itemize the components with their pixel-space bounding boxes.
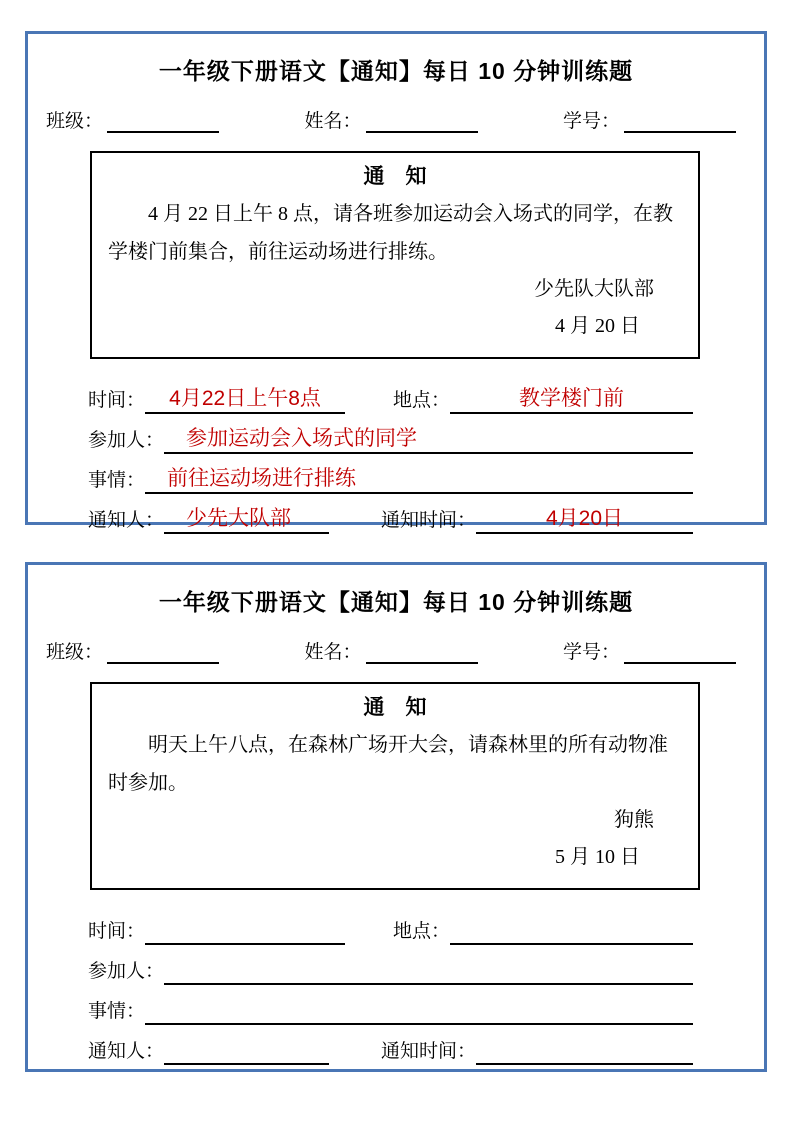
participants-label: 参加人： bbox=[88, 961, 165, 982]
worksheet-card-2 bbox=[25, 562, 767, 1072]
notice-box bbox=[90, 151, 700, 359]
notice-signer: 少先队大队部 bbox=[534, 278, 654, 300]
worksheet-title: 一年级下册语文【通知】每日 10 分钟训练题 bbox=[158, 58, 634, 84]
name-field bbox=[304, 637, 477, 664]
event-label: 事情： bbox=[88, 1001, 146, 1022]
class-field bbox=[46, 637, 219, 664]
time-blank bbox=[145, 384, 345, 414]
time-answer: 4月22日上午8点 bbox=[169, 387, 321, 410]
notice-heading: 通 知 bbox=[363, 165, 427, 188]
notifier-row bbox=[88, 494, 693, 534]
time-blank bbox=[145, 915, 345, 945]
name-label: 姓名： bbox=[304, 642, 362, 663]
place-answer: 教学楼门前 bbox=[519, 387, 625, 410]
worksheet-title: 一年级下册语文【通知】每日 10 分钟训练题 bbox=[158, 589, 634, 615]
class-field bbox=[46, 106, 219, 133]
time-place-row bbox=[88, 374, 693, 414]
place-blank bbox=[450, 384, 693, 414]
notice-body: 明天上午八点，在森林广场开大会，请森林里的所有动物准时参加。 bbox=[108, 734, 668, 794]
notice-date: 5 月 10 日 bbox=[555, 846, 640, 868]
participants-label: 参加人： bbox=[88, 430, 165, 451]
participants-row bbox=[88, 945, 693, 985]
place-blank bbox=[450, 915, 693, 945]
event-row bbox=[88, 985, 693, 1025]
event-blank bbox=[145, 464, 693, 494]
notice-body: 4 月 22 日上午 8 点，请各班参加运动会入场式的同学，在教学楼门前集合，前往运动场进行排练。 bbox=[108, 203, 673, 263]
notice-date: 4 月 20 日 bbox=[555, 315, 640, 337]
place-label: 地点： bbox=[393, 390, 451, 411]
participants-blank bbox=[164, 424, 693, 454]
notifier-blank bbox=[164, 504, 329, 534]
name-label: 姓名： bbox=[304, 111, 362, 132]
id-blank bbox=[624, 110, 736, 133]
id-label: 学号： bbox=[562, 642, 620, 663]
notify-time-label: 通知时间： bbox=[381, 1041, 477, 1062]
notify-time-answer: 4月20日 bbox=[545, 507, 624, 530]
notice-box bbox=[90, 682, 700, 890]
name-field bbox=[304, 106, 477, 133]
participants-row bbox=[88, 414, 693, 454]
event-row bbox=[88, 454, 693, 494]
notifier-label: 通知人： bbox=[88, 1041, 165, 1062]
name-blank bbox=[366, 641, 478, 664]
notice-signer: 狗熊 bbox=[614, 809, 654, 831]
notify-time-label: 通知时间： bbox=[381, 510, 477, 531]
student-info-row bbox=[46, 106, 736, 133]
time-place-row bbox=[88, 905, 693, 945]
event-answer: 前往运动场进行排练 bbox=[167, 467, 357, 490]
fill-in-area bbox=[88, 905, 693, 1065]
id-field bbox=[563, 637, 736, 664]
time-label: 时间： bbox=[88, 921, 146, 942]
class-blank bbox=[107, 110, 219, 133]
id-label: 学号： bbox=[562, 111, 620, 132]
notifier-label: 通知人： bbox=[88, 510, 165, 531]
notify-time-blank bbox=[476, 1035, 693, 1065]
student-info-row bbox=[46, 637, 736, 664]
class-label: 班级： bbox=[46, 642, 104, 663]
notice-heading: 通 知 bbox=[363, 696, 427, 719]
class-blank bbox=[107, 641, 219, 664]
id-field bbox=[563, 106, 736, 133]
fill-in-area bbox=[88, 374, 693, 534]
class-label: 班级： bbox=[46, 111, 104, 132]
event-label: 事情： bbox=[88, 470, 146, 491]
notifier-answer: 少先大队部 bbox=[186, 507, 292, 530]
time-label: 时间： bbox=[88, 390, 146, 411]
name-blank bbox=[366, 110, 478, 133]
worksheet-card-1 bbox=[25, 31, 767, 531]
notify-time-blank bbox=[476, 504, 693, 534]
notifier-blank bbox=[164, 1035, 329, 1065]
place-label: 地点： bbox=[393, 921, 451, 942]
id-blank bbox=[624, 641, 736, 664]
event-blank bbox=[145, 995, 693, 1025]
participants-blank bbox=[164, 955, 693, 985]
notifier-row bbox=[88, 1025, 693, 1065]
participants-answer: 参加运动会入场式的同学 bbox=[186, 427, 418, 450]
